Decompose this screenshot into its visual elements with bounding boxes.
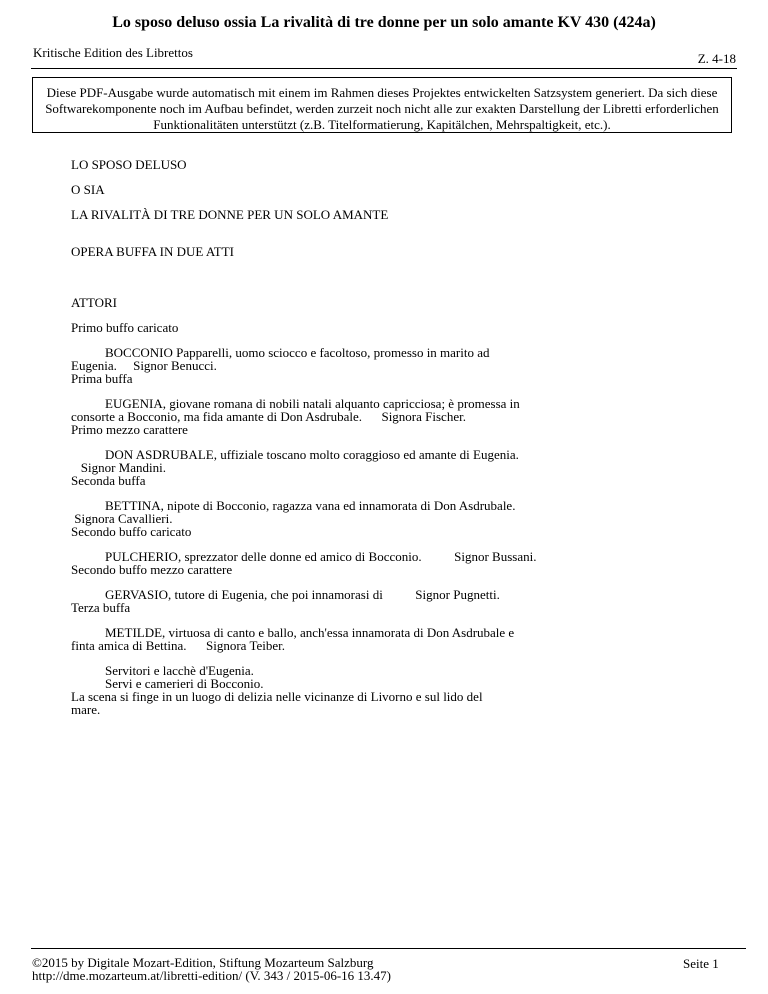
libretto-body	[71, 158, 591, 716]
role-type: Prima buffa	[71, 371, 133, 386]
role-type: Primo buffo caricato	[71, 320, 179, 335]
cast-heading: ATTORI	[71, 295, 117, 310]
role-type: Primo mezzo carattere	[71, 422, 188, 437]
libretto-genre: OPERA BUFFA IN DUE ATTI	[71, 244, 235, 259]
character-entry-cont: Signora Cavallieri.	[71, 511, 173, 526]
character-entry: BOCCONIO Papparelli, uomo sciocco e facoltoso, promesso in marito ad	[105, 345, 490, 360]
libretto-title-line: LA RIVALITÀ DI TRE DONNE PER UN SOLO AMANTE	[71, 207, 389, 222]
libretto-title-line: O SIA	[71, 182, 105, 197]
notice-line-3: Funktionalitäten unterstützt (z.B. Titelformatierung, Kapitälchen, Mehrspaltigkeit, etc.).	[153, 117, 611, 132]
footer-divider	[31, 948, 746, 949]
line-reference: Z. 4-18	[697, 51, 736, 66]
scene-description: La scena si finge in un luogo di delizia nelle vicinanze di Livorno e sul lido del	[71, 689, 483, 704]
character-entry: PULCHERIO, sprezzator delle donne ed amico di Bocconio. Signor Bussani.	[105, 549, 537, 564]
role-type: Secondo buffo mezzo carattere	[71, 562, 233, 577]
notice-line-1: Diese PDF-Ausgabe wurde automatisch mit einem im Rahmen dieses Projektes entwickelten Satzsystem generiert. Da sich diese	[46, 85, 718, 100]
footer-url: http://dme.mozarteum.at/libretti-edition/ (V. 343 / 2015-06-16 13.47)	[32, 968, 392, 983]
role-type: Secondo buffo caricato	[71, 524, 192, 539]
servants-line: Servitori e lacchè d'Eugenia.	[105, 663, 254, 678]
role-type: Terza buffa	[71, 600, 131, 615]
edition-subtitle: Kritische Edition des Librettos	[33, 45, 193, 60]
footer-copyright: ©2015 by Digitale Mozart-Edition, Stiftung Mozarteum Salzburg	[32, 955, 374, 970]
character-entry: DON ASDRUBALE, uffiziale toscano molto coraggioso ed amante di Eugenia.	[105, 447, 519, 462]
character-entry-cont: Signor Mandini.	[71, 460, 166, 475]
servants-line: Servi e camerieri di Bocconio.	[105, 676, 264, 691]
character-entry: METILDE, virtuosa di canto e ballo, anch'essa innamorata di Don Asdrubale e	[105, 625, 515, 640]
notice-box	[32, 77, 732, 133]
character-entry: EUGENIA, giovane romana di nobili natali alquanto capricciosa; è promessa in	[105, 396, 520, 411]
role-type: Seconda buffa	[71, 473, 146, 488]
character-entry-cont: finta amica di Bettina. Signora Teiber.	[71, 638, 286, 653]
character-entry-cont: consorte a Bocconio, ma fida amante di Don Asdrubale. Signora Fischer.	[71, 409, 466, 424]
character-entry: BETTINA, nipote di Bocconio, ragazza vana ed innamorata di Don Asdrubale.	[105, 498, 516, 513]
notice-line-2: Softwarekomponente noch im Aufbau befindet, werden zurzeit noch nicht alle zur exakten Darstellung der Libretti erforderlichen	[45, 101, 719, 116]
character-entry-cont: Eugenia. Signor Benucci.	[71, 358, 217, 373]
scene-description: mare.	[71, 702, 101, 717]
page-number: Seite 1	[683, 956, 719, 971]
footer-credits	[32, 956, 391, 982]
header-divider	[31, 68, 737, 69]
character-entry: GERVASIO, tutore di Eugenia, che poi innamorasi di Signor Pugnetti.	[105, 587, 500, 602]
libretto-title-line: LO SPOSO DELUSO	[71, 157, 187, 172]
page-title: Lo sposo deluso ossia La rivalità di tre donne per un solo amante KV 430 (424a)	[112, 14, 656, 31]
